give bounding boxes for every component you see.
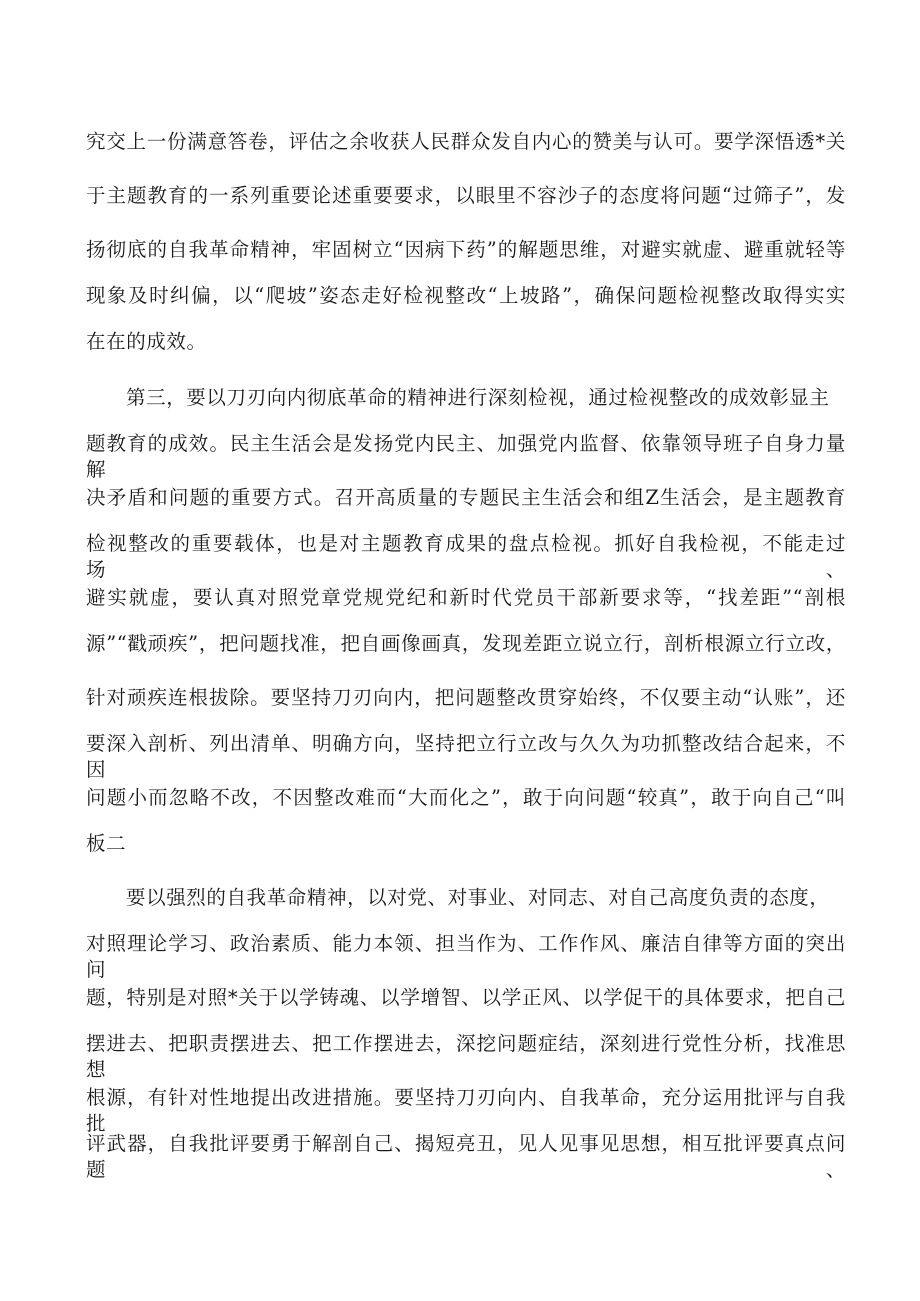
paragraph-2-line-6: 源”“戳顽疾”，把问题找准，把自画像画真，发现差距立说立行，剖析根源立行立改， [86,632,846,655]
paragraph-3-line-5: 根源，有针对性地提出改进措施。要坚持刀刃向内、自我革命，充分运用批评与自我批 [86,1086,846,1135]
paragraph-1-line-3: 扬彻底的自我革命精神，牢固树立“因病下药”的解题思维，对避实就虚、避重就轻等 [86,238,846,261]
paragraph-2-line-2: 题教育的成效。民主生活会是发扬党内民主、加强党内监督、依靠领导班子自身力量解 [86,432,846,481]
paragraph-2-line-3: 决矛盾和问题的重要方式。召开高质量的专题民主生活会和组Z生活会，是主题教育 [86,486,846,509]
paragraph-3-line-3: 题，特别是对照*关于以学铸魂、以学增智、以学正风、以学促干的具体要求，把自己 [86,986,846,1009]
paragraph-2-line-1: 第三，要以刀刃向内彻底革命的精神进行深刻检视，通过检视整改的成效彰显主 [126,386,830,409]
paragraph-2-line-5: 避实就虚，要认真对照党章党规党纪和新时代党员干部新要求等，“找差距”“剖根 [86,586,846,609]
paragraph-2-line-8: 要深入剖析、列出清单、明确方向，坚持把立行立改与久久为功抓整改结合起来，不因 [86,732,846,781]
paragraph-3-line-6: 评武器，自我批评要勇于解剖自己、揭短亮丑，见人见事见思想，相互批评要真点问题、 [86,1132,846,1181]
paragraph-2-line-7: 针对顽疾连根拔除。要坚持刀刃向内，把问题整改贯穿始终，不仅要主动“认账”，还 [86,686,846,709]
paragraph-1-line-1: 究交上一份满意答卷，评估之余收获人民群众发自内心的赞美与认可。要学深悟透*关 [86,130,846,153]
paragraph-2-line-4: 检视整改的重要载体，也是对主题教育成果的盘点检视。抓好自我检视，不能走过场、 [86,532,846,581]
paragraph-1-line-4: 现象及时纠偏，以“爬坡”姿态走好检视整改“上坡路”，确保问题检视整改取得实实 [86,284,846,307]
paragraph-3-line-4: 摆进去、把职责摆进去、把工作摆进去，深挖问题症结，深刻进行党性分析，找准思想 [86,1032,846,1081]
paragraph-3-line-1: 要以强烈的自我革命精神，以对党、对事业、对同志、对自己高度负责的态度， [126,886,830,909]
paragraph-2-line-9: 问题小而忽略不改，不因整改难而“大而化之”，敢于向问题“较真”，敢于向自己“叫 [86,786,846,809]
paragraph-1-line-2: 于主题教育的一系列重要论述重要要求，以眼里不容沙子的态度将问题“过筛子”，发 [86,184,846,207]
paragraph-3-line-2: 对照理论学习、政治素质、能力本领、担当作为、工作作风、廉洁自律等方面的突出问 [86,932,846,981]
paragraph-2-line-10: 板二 [86,832,127,855]
paragraph-1-line-5: 在在的成效。 [86,330,207,353]
